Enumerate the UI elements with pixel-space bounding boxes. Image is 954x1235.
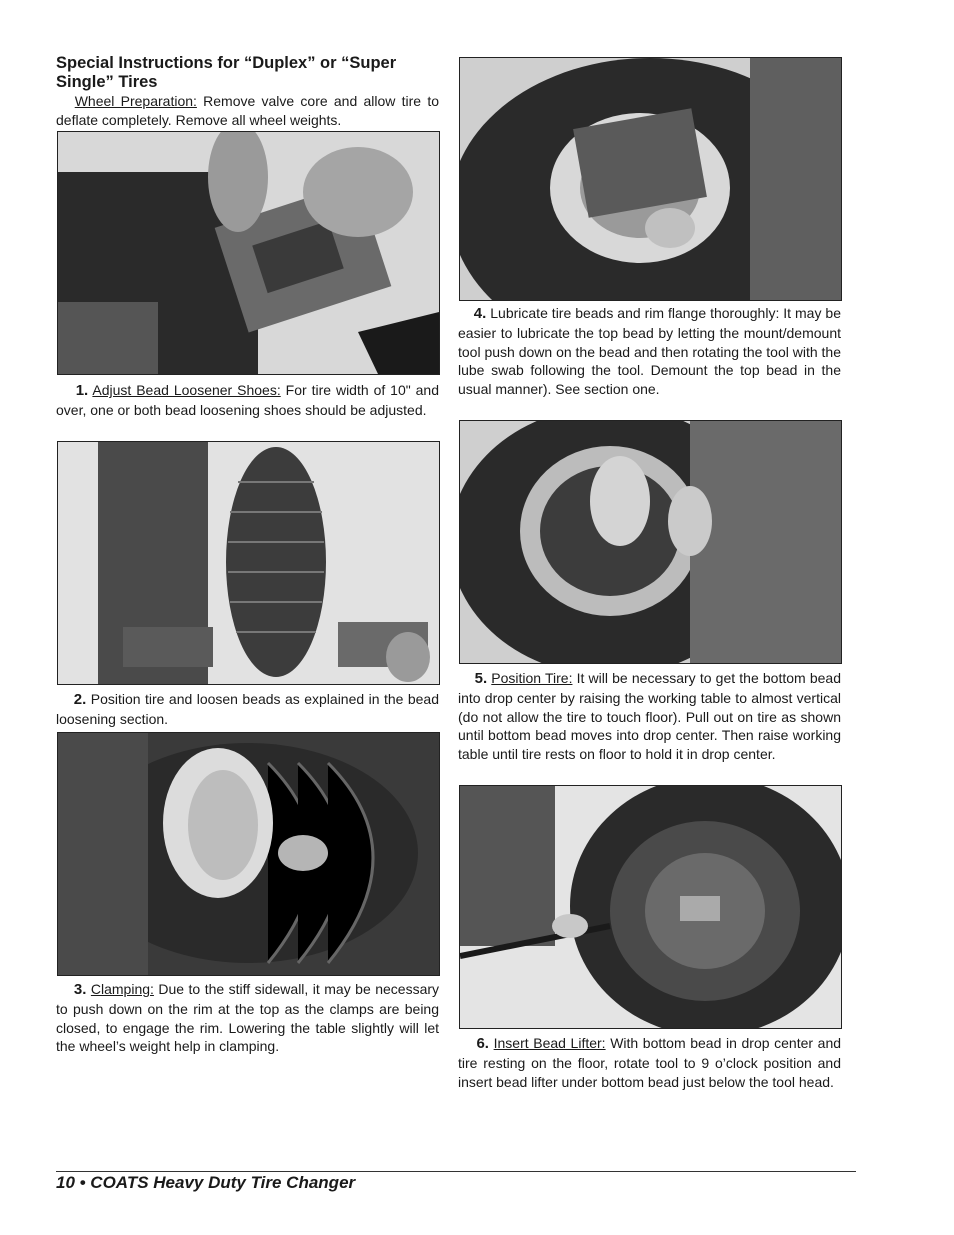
- step-3-label: Clamping:: [90, 981, 154, 997]
- photo-clamping: [57, 732, 440, 976]
- wheel-preparation-label: Wheel Preparation:: [74, 93, 197, 109]
- page-title: Special Instructions for “Duplex” or “Super Single” Tires: [56, 54, 397, 91]
- wheel-preparation-paragraph: [56, 92, 439, 130]
- step-6-label: Insert Bead Lifter:: [493, 1035, 606, 1051]
- step-4-number: 4.: [473, 305, 487, 322]
- step-3-number: 3.: [73, 981, 87, 998]
- step-4-text: Lubricate tire beads and rim flange thoroughly: It may be easier to lubricate the top bead by letting the mount/demount tool push down on the bead and then rotating the tool with the lube swab following the tool. Demount the top bead in the usual manner). See section one.: [458, 305, 841, 398]
- wheel-preparation-text: Remove valve core and allow tire to deflate completely. Remove all wheel weights.: [56, 93, 439, 128]
- photo-insert-bead-lifter: [459, 785, 842, 1029]
- step-6-text: With bottom bead in drop center and tire resting on the floor, rotate tool to 9 o’clock position and insert bead lifter under bottom bead just below the tool head.: [458, 1035, 842, 1090]
- step-2-paragraph: [56, 690, 439, 729]
- step-1-text: For tire width of 10" and over, one or both bead loosening shoes should be adjusted.: [56, 382, 439, 418]
- step-5-number: 5.: [474, 670, 488, 687]
- step-3-paragraph: [56, 980, 439, 1056]
- photo-position-tire: [57, 441, 440, 685]
- step-3-text: Due to the stiff sidewall, it may be necessary to push down on the rim at the top as the clamps are being closed, to engage the rim. Lowering the table slightly will let the wheel’s weight help in clamping.: [56, 981, 440, 1055]
- step-5-label: Position Tire:: [491, 670, 573, 686]
- step-2-text: Position tire and loosen beads as explained in the bead loosening section.: [56, 691, 440, 727]
- page-footer: 10 • COATS Heavy Duty Tire Changer: [56, 1173, 356, 1192]
- step-1-label: Adjust Bead Loosener Shoes:: [92, 382, 281, 398]
- step-5-text: It will be necessary to get the bottom bead into drop center by raising the working table to almost vertical (do not allow the tire to touch floor). Pull out on tire as shown until bottom bead moves into drop center. Then raise working table until tire rests on floor to hold it in drop center.: [458, 670, 841, 763]
- step-6-number: 6.: [476, 1035, 489, 1052]
- step-4-paragraph: [458, 304, 841, 399]
- step-1-number: 1.: [75, 382, 89, 399]
- step-5-paragraph: [458, 669, 841, 764]
- footer-rule: [56, 1171, 856, 1172]
- photo-bead-loosener-shoes: [57, 131, 440, 375]
- step-2-number: 2.: [73, 691, 87, 708]
- step-6-paragraph: [458, 1034, 841, 1091]
- photo-lubricate-beads: [459, 57, 842, 301]
- photo-pull-tire: [459, 420, 842, 664]
- step-1-paragraph: [56, 381, 439, 420]
